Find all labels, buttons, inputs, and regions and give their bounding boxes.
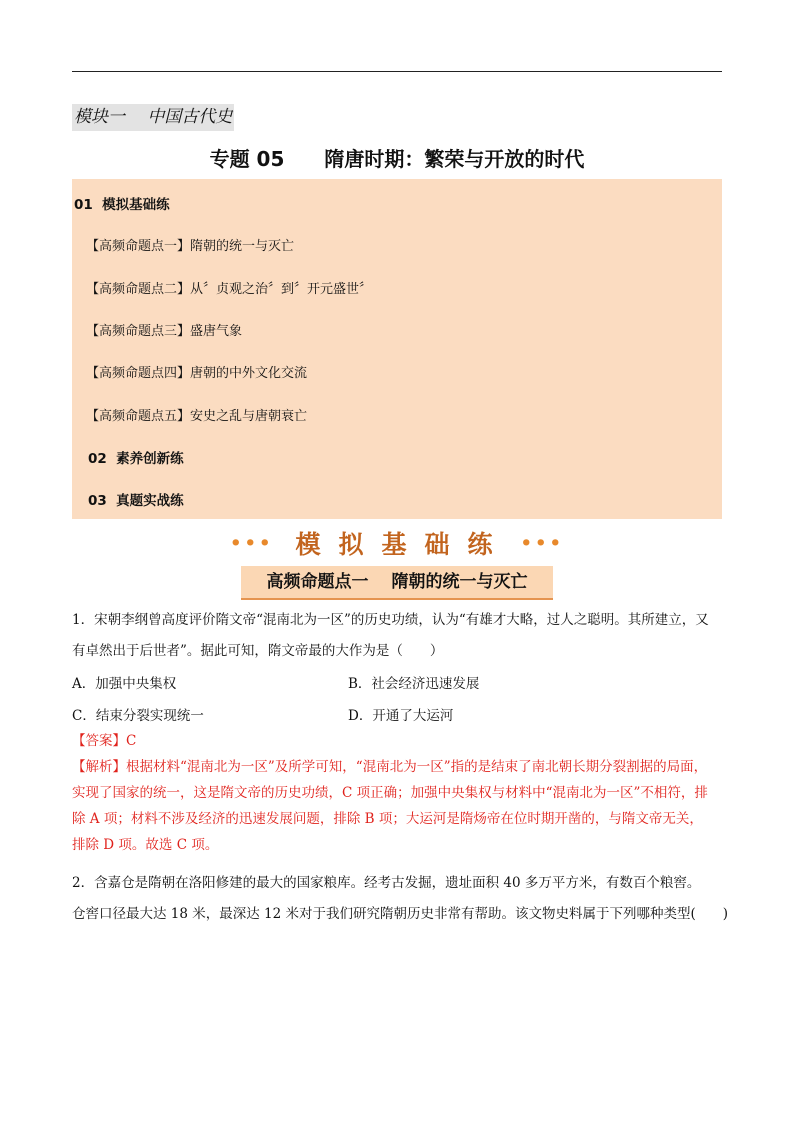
q1-option-d: D．开通了大运河 (348, 708, 454, 724)
banner-dots-right: ••• (520, 532, 565, 554)
section-banner (0, 525, 794, 561)
q1-option-b: B．社会经济迅速发展 (348, 676, 480, 692)
q1-answer: 【答案】C (72, 733, 137, 749)
toc-section-3: 03 真题实战练 (88, 493, 184, 509)
q2-stem-line-1: 2．含嘉仓是隋朝在洛阳修建的最大的国家粮库。经考古发掘，遗址面积 40 多万平方米，有数百个粮窖。 (72, 875, 701, 891)
q1-analysis-line-1: 【解析】根据材料“混南北为一区”及所学可知，“混南北为一区”指的是结束了南北朝长期分裂割据的局面， (72, 759, 708, 775)
q2-stem-line-2: 仓窖口径最大达 18 米，最深达 12 米对于我们研究隋朝历史非常有帮助。该文物史料属于下列哪种类型( ) (72, 906, 729, 922)
banner-title: 模拟基础练 (295, 530, 511, 559)
q1-stem-line-2: 有卓然出于后世者”。据此可知，隋文帝最的大作为是（ ） (72, 643, 444, 659)
module-label: 模块一 中国古代史 (72, 104, 234, 131)
banner-dots-left: ••• (229, 532, 274, 554)
q1-option-c: C．结束分裂实现统一 (72, 708, 204, 724)
table-of-contents (72, 179, 722, 519)
topic-subheading: 高频命题点一 隋朝的统一与灭亡 (241, 566, 553, 600)
toc-item-2: 【高频命题点二】从〞贞观之治〞到〞开元盛世〞 (86, 282, 373, 297)
header-rule (72, 71, 722, 72)
toc-section-2: 02 素养创新练 (88, 451, 184, 467)
q1-analysis-line-2: 实现了国家的统一，这是隋文帝的历史功绩，C 项正确；加强中央集权与材料中“混南北为一区”不相符，排 (72, 785, 708, 801)
toc-item-3: 【高频命题点三】盛唐气象 (86, 324, 243, 339)
toc-section-1: 01 模拟基础练 (74, 197, 170, 213)
q1-analysis-line-3: 除 A 项；材料不涉及经济的迅速发展问题，排除 B 项；大运河是隋炀帝在位时期开凿的，与隋文帝无关， (72, 811, 703, 827)
q1-analysis-line-4: 排除 D 项。故选 C 项。 (72, 837, 219, 853)
toc-item-1: 【高频命题点一】隋朝的统一与灭亡 (86, 239, 295, 254)
document-title: 专题 05 隋唐时期：繁荣与开放的时代 (209, 147, 585, 171)
q1-stem-line-1: 1．宋朝李纲曾高度评价隋文帝“混南北为一区”的历史功绩，认为“有雄才大略，过人之聪明。其所建立，又 (72, 612, 709, 628)
q1-option-a: A．加强中央集权 (72, 676, 177, 692)
toc-item-5: 【高频命题点五】安史之乱与唐朝衰亡 (86, 409, 308, 424)
toc-item-4: 【高频命题点四】唐朝的中外文化交流 (86, 366, 308, 381)
